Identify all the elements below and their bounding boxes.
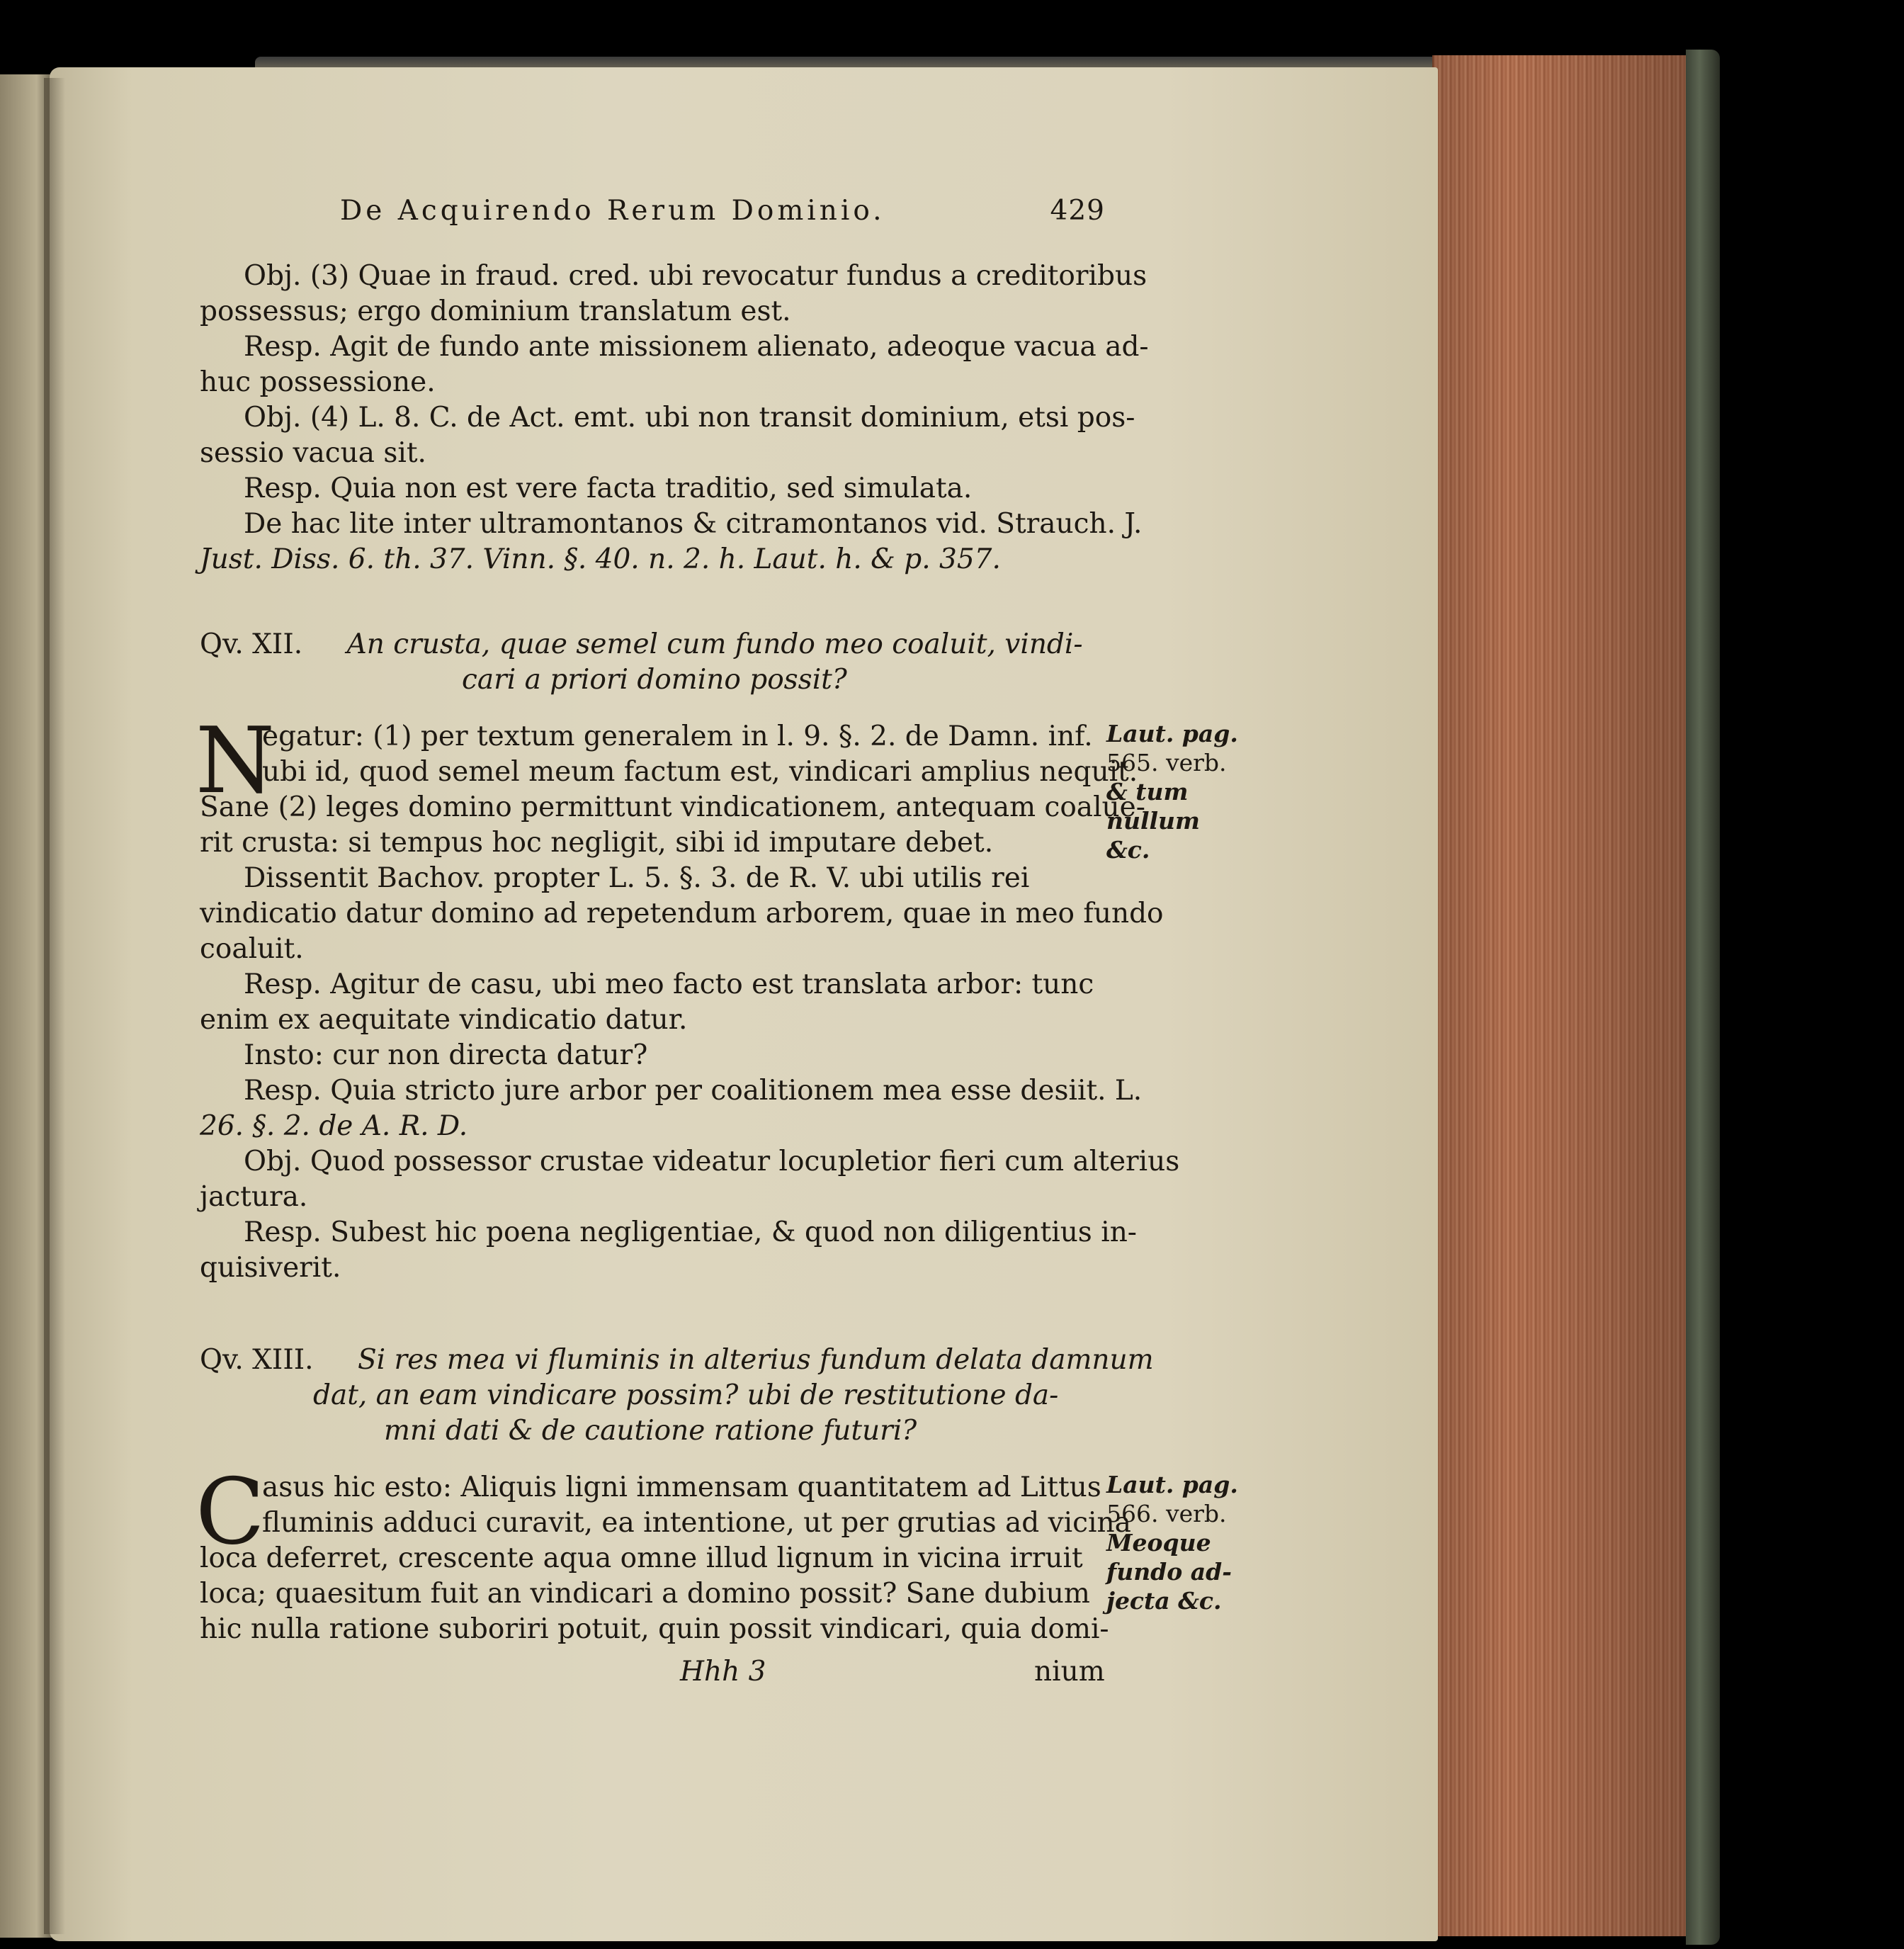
page-number: 429 xyxy=(1050,195,1105,227)
text-line: coaluit. xyxy=(200,933,304,965)
margin-note-1 xyxy=(1106,719,1238,864)
text-line: enim ex aequitate vindicatio datur. xyxy=(200,1004,688,1036)
question-text: An crusta, quae semel cum fundo meo coaluit, vindi- xyxy=(346,628,1083,660)
question-text: mni dati & de cautione ratione futuri? xyxy=(384,1415,917,1447)
text-line: Sane (2) leges domino permittunt vindicationem, antequam coalue- xyxy=(200,791,1145,823)
text-line: rit crusta: si tempus hoc negligit, sibi id imputare debet. xyxy=(200,827,994,859)
text-line: Just. Diss. 6. th. 37. Vinn. §. 40. n. 2. h. Laut. h. & p. 357. xyxy=(200,543,1001,575)
question-text: cari a priori domino possit? xyxy=(462,664,847,696)
dropcap: C xyxy=(196,1459,265,1565)
margin-line: Laut. pag. xyxy=(1106,720,1238,747)
margin-line: 565. verb. xyxy=(1106,749,1227,776)
text-line: Resp. Quia stricto jure arbor per coalitionem mea esse desiit. L. xyxy=(244,1075,1143,1107)
text-line: huc possessione. xyxy=(200,366,436,398)
dropcap: N xyxy=(196,708,275,814)
text-line: fluminis adduci curavit, ea intentione, ut per grutias ad vicina xyxy=(262,1507,1131,1539)
text-line: sessio vacua sit. xyxy=(200,437,426,469)
text-line: Obj. Quod possessor crustae videatur locupletior fieri cum alterius xyxy=(244,1146,1180,1177)
text-line: 26. §. 2. de A. R. D. xyxy=(200,1110,468,1142)
running-title: De Acquirendo Rerum Dominio. xyxy=(340,195,885,227)
question-text: Si res mea vi fluminis in alterius fundum delata damnum xyxy=(357,1344,1154,1376)
signature-mark: Hhh 3 xyxy=(680,1656,766,1688)
margin-line: & tum xyxy=(1106,778,1189,806)
text-line: Obj. (3) Quae in fraud. cred. ubi revocatur fundus a creditoribus xyxy=(244,260,1148,292)
margin-note-2 xyxy=(1106,1470,1238,1615)
margin-line: Meoque xyxy=(1106,1529,1211,1557)
question-line xyxy=(200,1343,1154,1378)
text-line: quisiverit. xyxy=(200,1252,341,1284)
question-text: dat, an eam vindicare possim? ubi de restitutione da- xyxy=(313,1379,1059,1411)
catchword: nium xyxy=(1034,1656,1105,1688)
text-block-1 xyxy=(200,259,1149,577)
book-fore-edge xyxy=(1432,55,1694,1936)
text-line: possessus; ergo dominium translatum est. xyxy=(200,295,791,327)
margin-line: &c. xyxy=(1106,836,1150,864)
text-line: hic nulla ratione suboriri potuit, quin possit vindicari, quia domi- xyxy=(200,1613,1109,1645)
text-line: Resp. Agit de fundo ante missionem alienato, adeoque vacua ad- xyxy=(244,331,1149,363)
text-line: Obj. (4) L. 8. C. de Act. emt. ubi non transit dominium, etsi pos- xyxy=(244,402,1135,434)
text-line: egatur: (1) per textum generalem in l. 9. §. 2. de Damn. inf. xyxy=(262,721,1093,752)
margin-line: fundo ad- xyxy=(1106,1558,1232,1586)
text-line: Resp. Quia non est vere facta traditio, sed simulata. xyxy=(244,473,973,504)
question-label: Qv. XIII. xyxy=(200,1344,314,1376)
question-12 xyxy=(200,627,1114,698)
text-line: ubi id, quod semel meum factum est, vindicari amplius nequit. xyxy=(262,756,1138,788)
text-line: Resp. Subest hic poena negligentiae, & quod non diligentius in- xyxy=(244,1216,1137,1248)
margin-line: 566. verb. xyxy=(1106,1500,1227,1527)
text-line: Dissentit Bachov. propter L. 5. §. 3. de R. V. ubi utilis rei xyxy=(244,862,1030,894)
text-line: Insto: cur non directa datur? xyxy=(244,1039,648,1071)
margin-line: nullum xyxy=(1106,807,1200,835)
book-cover-edge xyxy=(1686,50,1720,1945)
question-line xyxy=(200,627,1114,662)
text-line: asus hic esto: Aliquis ligni immensam quantitatem ad Littus xyxy=(262,1471,1101,1503)
text-line: jactura. xyxy=(200,1181,308,1213)
margin-line: Laut. pag. xyxy=(1106,1471,1238,1498)
question-label: Qv. XII. xyxy=(200,628,303,660)
text-line: loca deferret, crescente aqua omne illud lignum in vicina irruit xyxy=(200,1542,1083,1574)
text-line: loca; quaesitum fuit an vindicari a domino possit? Sane dubium xyxy=(200,1578,1090,1610)
text-line: vindicatio datur domino ad repetendum arborem, quae in meo fundo xyxy=(200,898,1164,930)
running-header xyxy=(340,195,1105,230)
page-gutter-shadow xyxy=(44,78,65,1934)
text-block-3 xyxy=(200,1470,1131,1647)
text-line: De hac lite inter ultramontanos & citramontanos vid. Strauch. J. xyxy=(244,508,1143,540)
question-13 xyxy=(200,1343,1154,1449)
margin-line: jecta &c. xyxy=(1106,1587,1222,1615)
text-line: Resp. Agitur de casu, ubi meo facto est translata arbor: tunc xyxy=(244,968,1094,1000)
